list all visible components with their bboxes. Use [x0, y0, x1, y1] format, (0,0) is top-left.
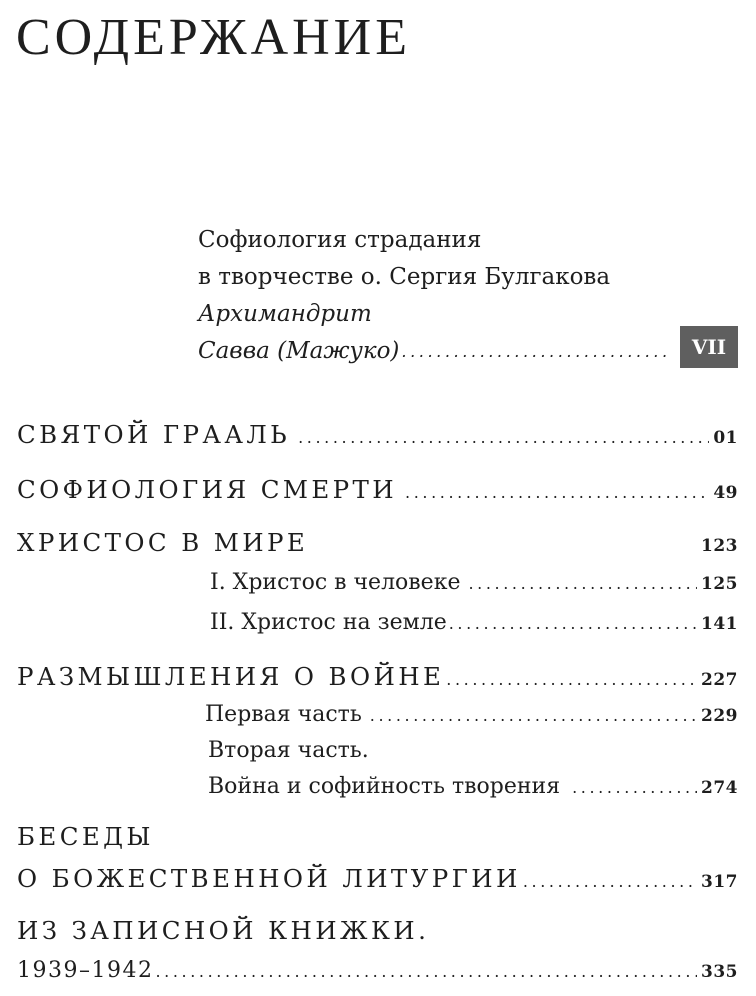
toc-entry-label: I. Христос в человеке: [210, 570, 461, 595]
preface-author-name: Савва (Мажуко): [198, 338, 400, 364]
toc-page-number: 49: [713, 483, 738, 503]
toc-entry-label: СВЯТОЙ ГРААЛЬ: [17, 420, 291, 449]
dot-leader: [401, 333, 668, 370]
toc-entry-label: ИЗ ЗАПИСНОЙ КНИЖКИ.: [17, 916, 430, 945]
toc-subentry-christ-on-earth[interactable]: [210, 610, 738, 635]
preface-title-line-2: в творчестве о. Сергия Булгакова: [198, 264, 611, 290]
toc-page-number: 335: [701, 962, 738, 982]
preface-title-line-1: Софиология страдания: [198, 227, 482, 253]
toc-page-number: 229: [701, 706, 738, 726]
toc-page-number: 125: [701, 574, 738, 594]
dot-leader: [468, 574, 697, 593]
preface-author-line-2: [198, 333, 672, 370]
toc-entry-christ-in-world[interactable]: [17, 528, 738, 557]
toc-page-number: 141: [701, 614, 738, 634]
dot-leader: [298, 428, 709, 447]
dot-leader: [405, 483, 709, 502]
toc-entry-label: II. Христос на земле: [210, 610, 447, 635]
toc-subentry-christ-in-man[interactable]: [210, 570, 738, 595]
toc-page-number: 227: [701, 670, 738, 690]
dot-leader: [370, 706, 697, 725]
toc-entry-label: Первая часть: [205, 702, 362, 727]
toc-entry-label: 1939–1942: [17, 958, 154, 983]
toc-entry-reflections-on-war[interactable]: [17, 662, 738, 691]
dot-leader: [572, 778, 697, 797]
toc-entry-sophiology-of-death[interactable]: [17, 475, 738, 504]
toc-entry-notebook-line-1[interactable]: [17, 916, 738, 945]
dot-leader: [446, 670, 697, 689]
toc-subentry-part-two-line-1[interactable]: [208, 738, 738, 763]
toc-subentry-part-two-line-2[interactable]: [208, 774, 738, 799]
page-title: СОДЕРЖАНИЕ: [16, 9, 411, 66]
toc-entry-label: ХРИСТОС В МИРЕ: [17, 528, 309, 557]
toc-page-number: 01: [713, 428, 738, 448]
dot-leader: [523, 872, 697, 891]
preface-page-badge[interactable]: VII: [680, 326, 738, 368]
toc-entry-label: Вторая часть.: [208, 738, 369, 763]
toc-page-number: 123: [701, 536, 738, 556]
toc-entry-label: РАЗМЫШЛЕНИЯ О ВОЙНЕ: [17, 662, 445, 691]
dot-leader: [449, 614, 697, 633]
preface-entry[interactable]: [198, 222, 738, 370]
preface-author-line-1: Архимандрит: [198, 301, 372, 327]
toc-entry-conversations-line-2[interactable]: [17, 864, 738, 893]
toc-page-number: 274: [701, 778, 738, 798]
toc-entry-label: БЕСЕДЫ: [17, 822, 154, 851]
toc-page-number: 317: [701, 872, 738, 892]
toc-entry-holy-grail[interactable]: [17, 420, 738, 449]
toc-entry-label: СОФИОЛОГИЯ СМЕРТИ: [17, 475, 398, 504]
toc-entry-notebook-line-2[interactable]: [17, 958, 738, 983]
toc-entry-conversations-line-1[interactable]: [17, 822, 738, 851]
toc-subentry-part-one[interactable]: [205, 702, 738, 727]
toc-entry-label: Война и софийность творения: [208, 774, 561, 799]
toc-entry-label: О БОЖЕСТВЕННОЙ ЛИТУРГИИ: [17, 864, 521, 893]
dot-leader: [155, 962, 697, 981]
